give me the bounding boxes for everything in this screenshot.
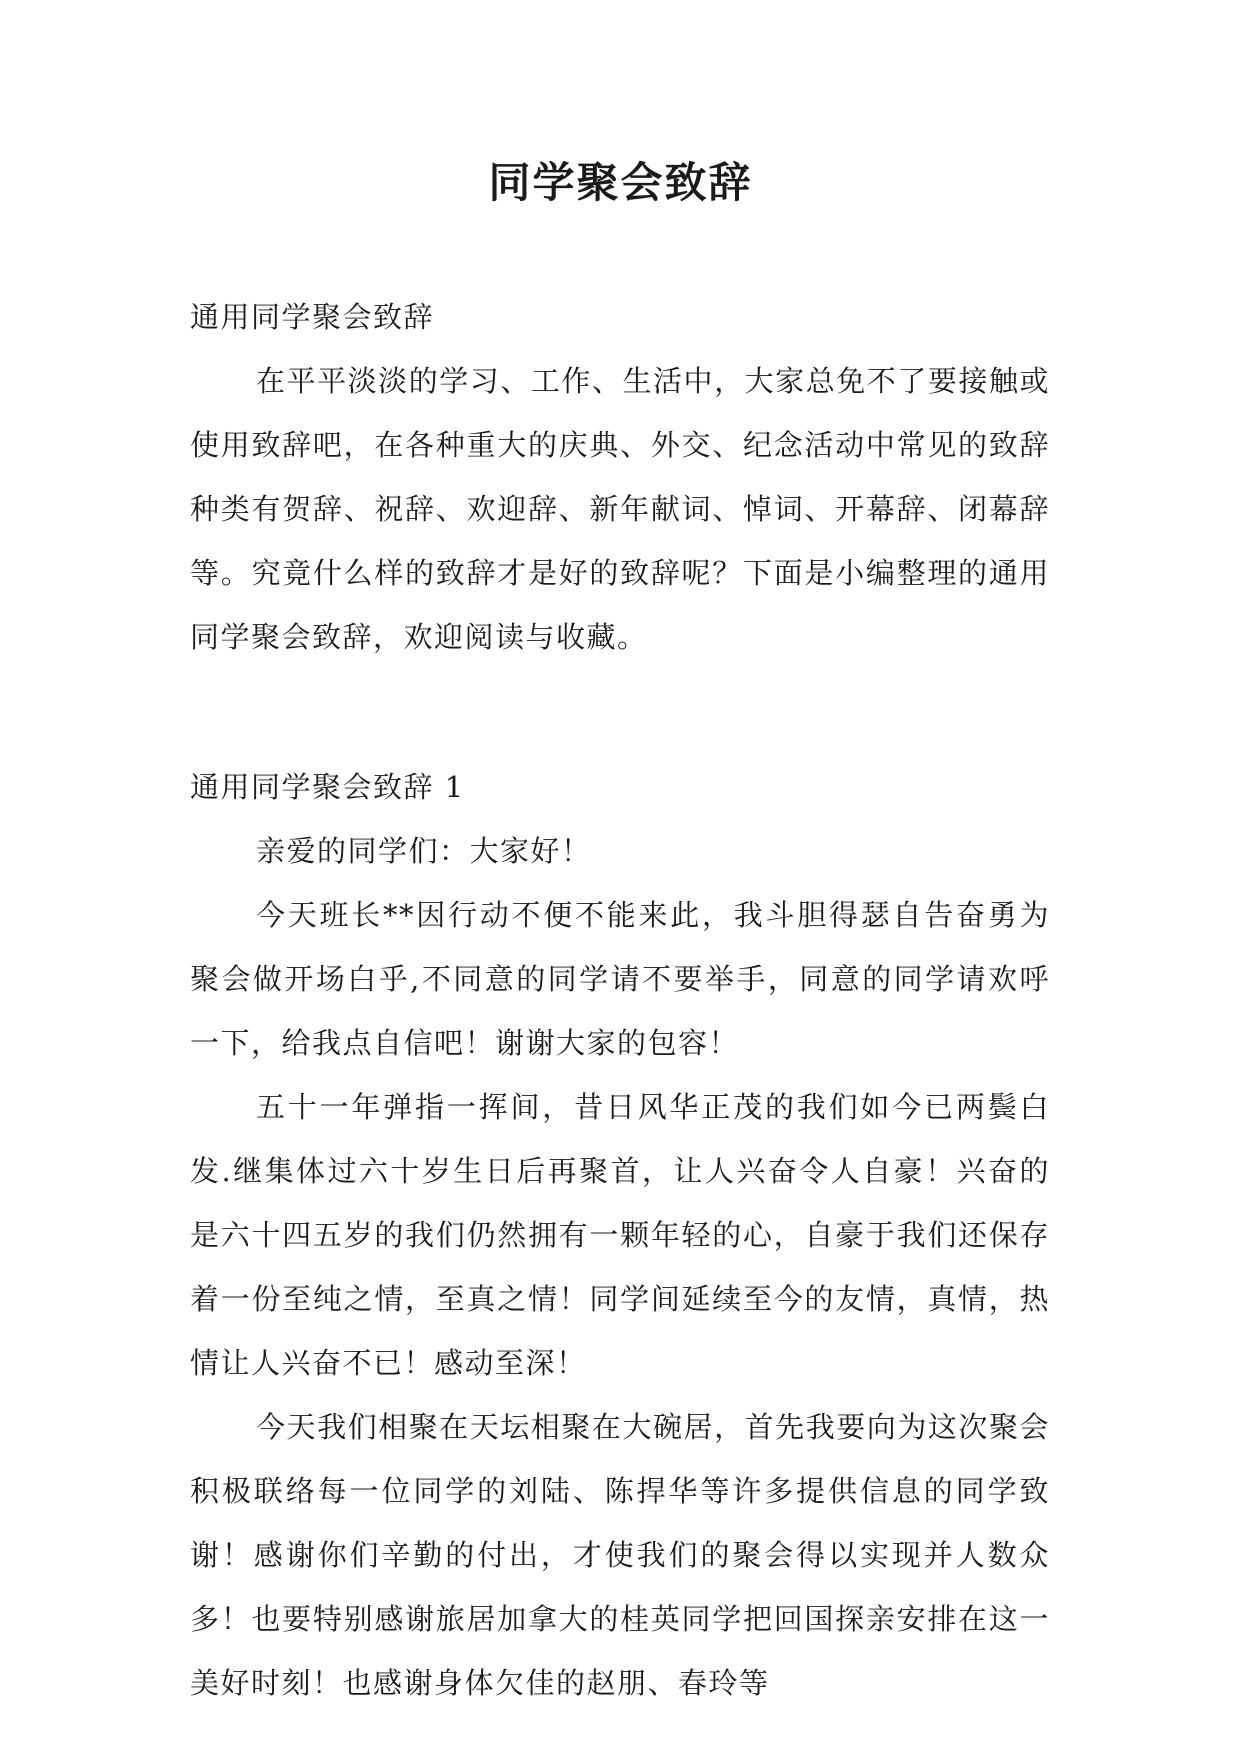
section-heading: 通用同学聚会致辞 1 — [190, 770, 465, 804]
section-spacer — [190, 669, 1050, 755]
intro-paragraph: 在平平淡淡的学习、工作、生活中，大家总免不了要接触或使用致辞吧，在各种重大的庆典、外交、纪念活动中常见的致辞种类有贺辞、祝辞、欢迎辞、新年献词、悼词、开幕辞、闭幕辞等。究竟什么样的致辞才是好的致辞呢？下面是小编整理的通用同学聚会致辞，欢迎阅读与收藏。 — [190, 364, 1050, 654]
body-paragraph-2: 五十一年弹指一挥间，昔日风华正茂的我们如今已两鬓白发.继集体过六十岁生日后再聚首，让人兴奋令人自豪！兴奋的是六十四五岁的我们仍然拥有一颗年轻的心，自豪于我们还保存着一份至纯之情，至真之情！同学间延续至今的友情，真情，热情让人兴奋不已！感动至深！ — [190, 1090, 1050, 1380]
body-paragraph-1: 今天班长**因行动不便不能来此，我斗胆得瑟自告奋勇为聚会做开场白乎,不同意的同学请不要举手，同意的同学请欢呼一下，给我点自信吧！谢谢大家的包容！ — [190, 898, 1050, 1060]
document-title: 同学聚会致辞 — [488, 158, 753, 207]
document-body — [190, 285, 1050, 1715]
body-paragraph-3: 今天我们相聚在天坛相聚在大碗居，首先我要向为这次聚会积极联络每一位同学的刘陆、陈捍华等许多提供信息的同学致谢！感谢你们辛勤的付出，才使我们的聚会得以实现并人数众多！也要特别感谢旅居加拿大的桂英同学把回国探亲安排在这一美好时刻！也感谢身体欠佳的赵朋、春玲等 — [190, 1410, 1050, 1700]
intro-heading: 通用同学聚会致辞 — [190, 300, 435, 334]
greeting-paragraph: 亲爱的同学们：大家好！ — [256, 834, 592, 868]
